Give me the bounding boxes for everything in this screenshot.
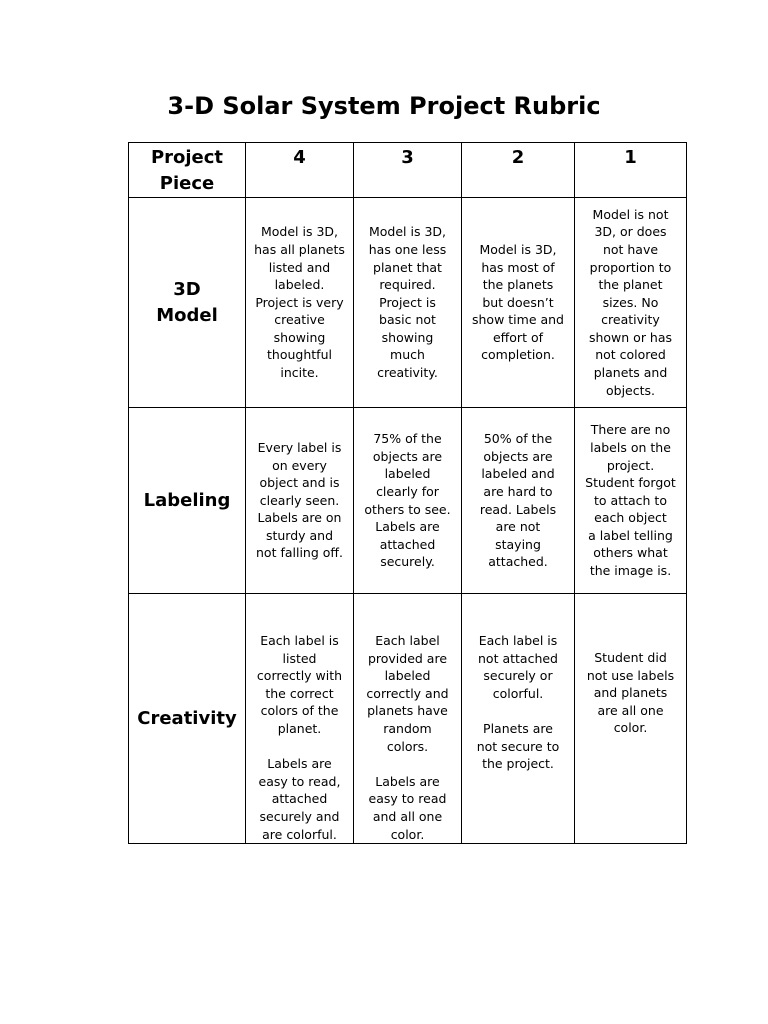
- cell-model-3: Model is 3D, has one less planet that required. Project is basic not showing much creativity.: [354, 198, 462, 408]
- cell-labeling-1: There are no labels on the project. Student forgot to attach to each object a label telling others what the image is.: [575, 408, 687, 594]
- row-label-3d-model: 3D Model: [129, 198, 246, 408]
- header-score-2: 2: [462, 143, 575, 198]
- header-score-4: 4: [246, 143, 354, 198]
- cell-labeling-3: 75% of the objects are labeled clearly for others to see. Labels are attached securely.: [354, 408, 462, 594]
- header-project-piece: Project Piece: [129, 143, 246, 198]
- header-score-3: 3: [354, 143, 462, 198]
- row-label-labeling: Labeling: [129, 408, 246, 594]
- page-title: 3-D Solar System Project Rubric: [167, 92, 601, 120]
- rubric-table: [128, 142, 687, 844]
- table-header-row: [129, 143, 687, 198]
- cell-model-1: Model is not 3D, or does not have proportion to the planet sizes. No creativity shown or has not colored planets and objects.: [575, 198, 687, 408]
- cell-creativity-2: Each label is not attached securely or colorful. Planets are not secure to the project.: [462, 594, 575, 844]
- cell-creativity-4: Each label is listed correctly with the correct colors of the planet. Labels are easy to read, attached securely and are colorful.: [246, 594, 354, 844]
- cell-labeling-2: 50% of the objects are labeled and are hard to read. Labels are not staying attached.: [462, 408, 575, 594]
- cell-model-2: Model is 3D, has most of the planets but doesn’t show time and effort of completion.: [462, 198, 575, 408]
- table-row: [129, 198, 687, 408]
- cell-creativity-1: Student did not use labels and planets are all one color.: [575, 594, 687, 844]
- row-label-creativity: Creativity: [129, 594, 246, 844]
- header-score-1: 1: [575, 143, 687, 198]
- cell-labeling-4: Every label is on every object and is clearly seen. Labels are on sturdy and not falling off.: [246, 408, 354, 594]
- table-row: [129, 594, 687, 844]
- cell-creativity-3: Each label provided are labeled correctly and planets have random colors. Labels are easy to read and all one color.: [354, 594, 462, 844]
- table-row: [129, 408, 687, 594]
- cell-model-4: Model is 3D, has all planets listed and labeled. Project is very creative showing thoughtful incite.: [246, 198, 354, 408]
